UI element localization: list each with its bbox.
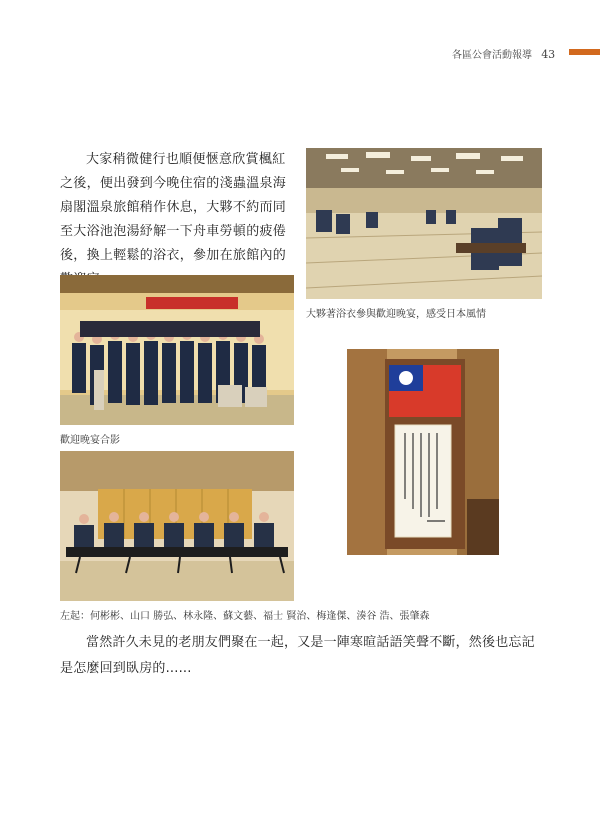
closing-paragraph: 當然許久未見的老朋友們聚在一起，又是一陣寒暄話語笑聲不斷，然後也忘記是怎麼回到臥房的...... bbox=[60, 635, 535, 676]
seated-row-caption: 左起：何彬彬、山口 勝弘、林永隆、蘇文藝、福士 賢治、梅逢傑、湊谷 浩、張肇森 bbox=[60, 611, 430, 622]
group-photo bbox=[60, 275, 294, 425]
flag-calligraphy-photo bbox=[347, 349, 499, 555]
banquet-hall-caption: 大夥著浴衣參與歡迎晚宴，感受日本風情 bbox=[306, 309, 486, 320]
section-title: 各區公會活動報導 bbox=[452, 50, 532, 61]
group-photo-caption: 歡迎晚宴合影 bbox=[60, 435, 120, 446]
accent-bar bbox=[569, 49, 600, 55]
intro-paragraph: 大家稍微健行也順便愜意欣賞楓紅之後，便出發到今晚住宿的淺蟲溫泉海扇閣溫泉旅館稍作休息，大夥不約而同至大浴池泡湯紓解一下舟車勞頓的疲倦後，換上輕鬆的浴衣，參加在旅館內的 bbox=[60, 152, 287, 263]
seated-row-photo bbox=[60, 451, 294, 601]
banquet-hall-photo bbox=[306, 148, 542, 299]
running-header bbox=[452, 46, 555, 61]
page-number: 43 bbox=[541, 48, 556, 61]
